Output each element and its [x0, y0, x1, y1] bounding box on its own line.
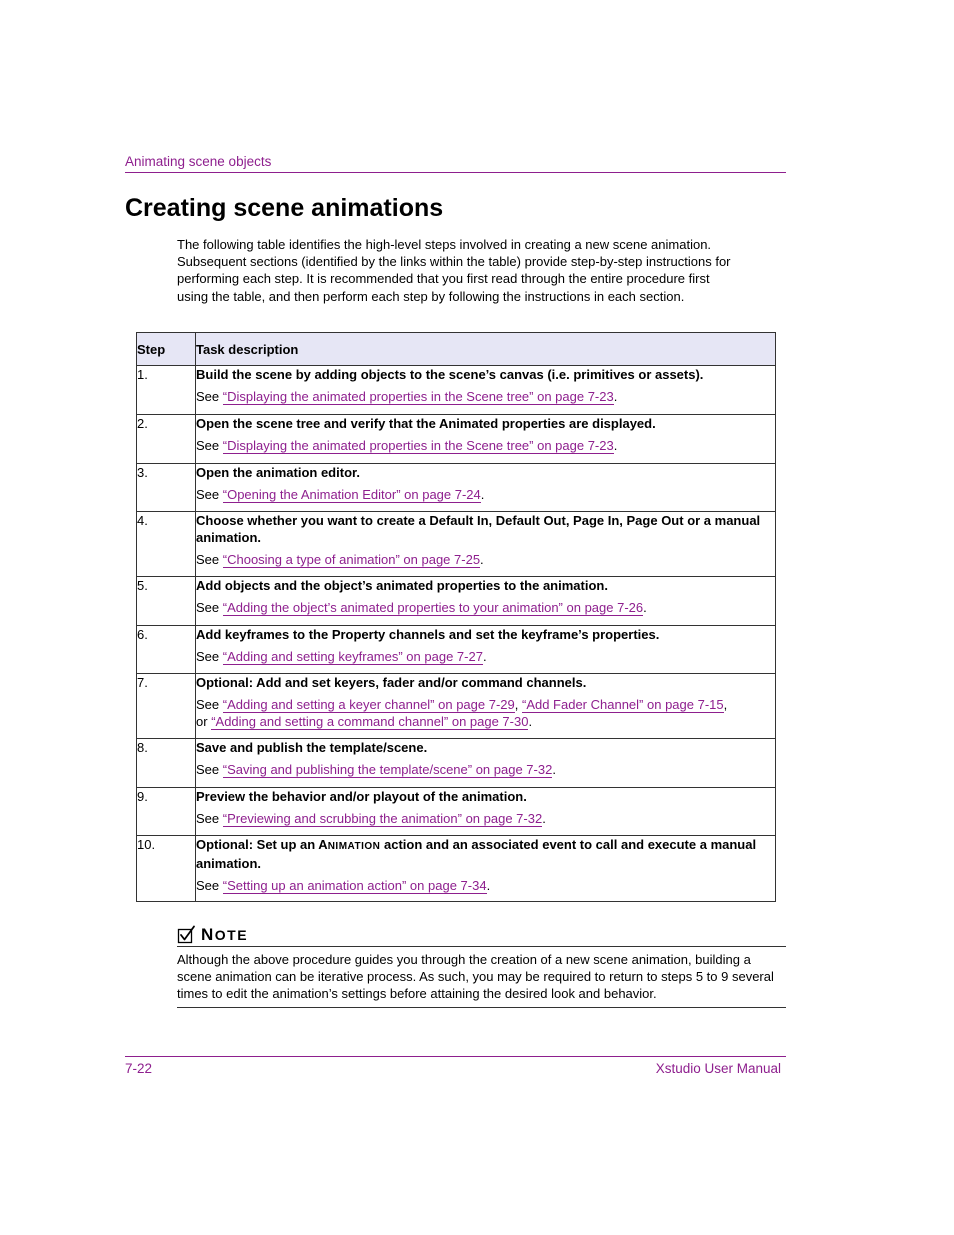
see-reference: See “Adding the object’s animated properties to your animation” on page 7-26.	[196, 600, 647, 615]
task-title: Add objects and the object’s animated properties to the animation.	[196, 578, 608, 593]
see-label: See	[196, 487, 220, 502]
checkbox-check-icon	[177, 925, 197, 945]
task-cell	[196, 512, 776, 577]
step-number: 3.	[137, 464, 196, 512]
task-title: Preview the behavior and/or playout of the animation.	[196, 789, 527, 804]
task-cell	[196, 739, 776, 788]
cross-reference-link[interactable]: “Adding the object’s animated properties to your animation” on page 7-26	[222, 600, 644, 615]
task-title: Choose whether you want to create a Default In, Default Out, Page In, Page Out or a manual animation.	[196, 513, 761, 545]
task-title: Optional: Add and set keyers, fader and/or command channels.	[196, 675, 587, 690]
task-title-prefix: Optional: Set up an A	[196, 837, 328, 852]
header-rule	[125, 172, 786, 173]
table-row	[137, 464, 776, 512]
note-heading	[177, 925, 248, 945]
see-reference: See “Opening the Animation Editor” on page 7-24.	[196, 487, 485, 502]
see-reference: See “Adding and setting a keyer channel” on page 7-29, “Add Fader Channel” on page 7-15, or “Adding and setting a command channel” on page 7-30.	[196, 697, 728, 729]
task-cell	[196, 836, 776, 902]
step-number: 6.	[137, 626, 196, 674]
note-text: Although the above procedure guides you through the creation of a new scene animation, building a scene animation can be iterative process. As such, you may be required to return to steps 5 to 9 several times to edit the animation’s settings before attaining the desired look and behavior.	[177, 952, 774, 1002]
see-label: See	[196, 697, 220, 712]
step-number: 5.	[137, 577, 196, 626]
see-label: See	[196, 811, 220, 826]
task-title	[196, 836, 775, 872]
task-cell	[196, 626, 776, 674]
see-label: See	[196, 762, 220, 777]
cross-reference-link[interactable]: “Adding and setting keyframes” on page 7-27	[222, 649, 483, 664]
task-title: Save and publish the template/scene.	[196, 740, 428, 755]
step-number: 10.	[137, 836, 196, 902]
cross-reference-link[interactable]: “Displaying the animated properties in the Scene tree” on page 7-23	[222, 389, 614, 404]
task-title-suffix: action and an associated event to call and execute a manual animation.	[196, 837, 757, 871]
intro-paragraph: The following table identifies the high-level steps involved in creating a new scene animation. Subsequent sections (identified by the links within the table) provide step-by-step instructions for performing each step. It is recommended that you first read through the entire procedure first using the table, and then perform each step by following the instructions in each section.	[177, 237, 731, 304]
cross-reference-link[interactable]: “Opening the Animation Editor” on page 7-24	[222, 487, 481, 502]
see-label: See	[196, 649, 220, 664]
table-row	[137, 836, 776, 902]
see-reference: See “Setting up an animation action” on page 7-34.	[196, 878, 491, 893]
step-column-header: Step	[137, 333, 196, 366]
keyer-channel-link[interactable]: “Adding and setting a keyer channel” on page 7-29	[222, 697, 515, 712]
command-channel-link[interactable]: “Adding and setting a command channel” on page 7-30	[211, 714, 529, 729]
see-label: See	[196, 438, 220, 453]
page-title: Creating scene animations	[125, 194, 444, 222]
see-label: See	[196, 389, 220, 404]
task-cell	[196, 366, 776, 415]
cross-reference-link[interactable]: “Displaying the animated properties in the Scene tree” on page 7-23	[222, 438, 614, 453]
see-reference: See “Adding and setting keyframes” on page 7-27.	[196, 649, 487, 664]
task-cell	[196, 577, 776, 626]
note-top-rule	[177, 946, 786, 947]
table-row	[137, 577, 776, 626]
cross-reference-link[interactable]: “Previewing and scrubbing the animation” on page 7-32	[222, 811, 543, 826]
running-header-section: Animating scene objects	[125, 154, 272, 169]
cross-reference-link[interactable]: “Choosing a type of animation” on page 7-25	[222, 552, 481, 567]
table-row	[137, 366, 776, 415]
step-number: 7.	[137, 674, 196, 739]
step-number: 9.	[137, 788, 196, 836]
step-number: 8.	[137, 739, 196, 788]
table-row	[137, 626, 776, 674]
task-title-smallcaps: NIMATION	[327, 841, 381, 852]
table-row	[137, 739, 776, 788]
table-row	[137, 415, 776, 464]
cross-reference-link[interactable]: “Saving and publishing the template/scene” on page 7-32	[222, 762, 553, 777]
step-number: 2.	[137, 415, 196, 464]
see-reference: See “Displaying the animated properties in the Scene tree” on page 7-23.	[196, 438, 618, 453]
steps-table	[136, 332, 776, 902]
task-cell	[196, 788, 776, 836]
task-cell	[196, 415, 776, 464]
fader-channel-link[interactable]: “Add Fader Channel” on page 7-15	[521, 697, 724, 712]
manual-title: Xstudio User Manual	[655, 1061, 781, 1076]
page-number: 7-22	[125, 1061, 153, 1076]
see-reference: See “Choosing a type of animation” on page 7-25.	[196, 552, 484, 567]
see-reference: See “Saving and publishing the template/scene” on page 7-32.	[196, 762, 556, 777]
note-bottom-rule	[177, 1007, 786, 1008]
see-label: See	[196, 552, 220, 567]
task-title: Add keyframes to the Property channels and set the keyframe’s properties.	[196, 627, 660, 642]
task-column-header: Task description	[196, 333, 776, 366]
task-cell	[196, 464, 776, 512]
or-label: or	[196, 714, 208, 729]
cross-reference-link[interactable]: “Setting up an animation action” on page 7-34	[222, 878, 487, 893]
table-row	[137, 512, 776, 577]
see-reference: See “Displaying the animated properties in the Scene tree” on page 7-23.	[196, 389, 618, 404]
task-cell	[196, 674, 776, 739]
task-title: Open the animation editor.	[196, 465, 360, 480]
table-row	[137, 788, 776, 836]
footer-rule	[125, 1056, 786, 1057]
table-header-row	[137, 333, 776, 366]
see-label: See	[196, 600, 220, 615]
step-number: 1.	[137, 366, 196, 415]
task-title: Build the scene by adding objects to the scene’s canvas (i.e. primitives or assets).	[196, 367, 704, 382]
note-label-initial: N	[201, 925, 215, 944]
task-title: Open the scene tree and verify that the Animated properties are displayed.	[196, 416, 656, 431]
step-number: 4.	[137, 512, 196, 577]
note-label-rest: OTE	[214, 927, 249, 943]
table-row	[137, 674, 776, 739]
see-reference: See “Previewing and scrubbing the animation” on page 7-32.	[196, 811, 546, 826]
see-label: See	[196, 878, 220, 893]
